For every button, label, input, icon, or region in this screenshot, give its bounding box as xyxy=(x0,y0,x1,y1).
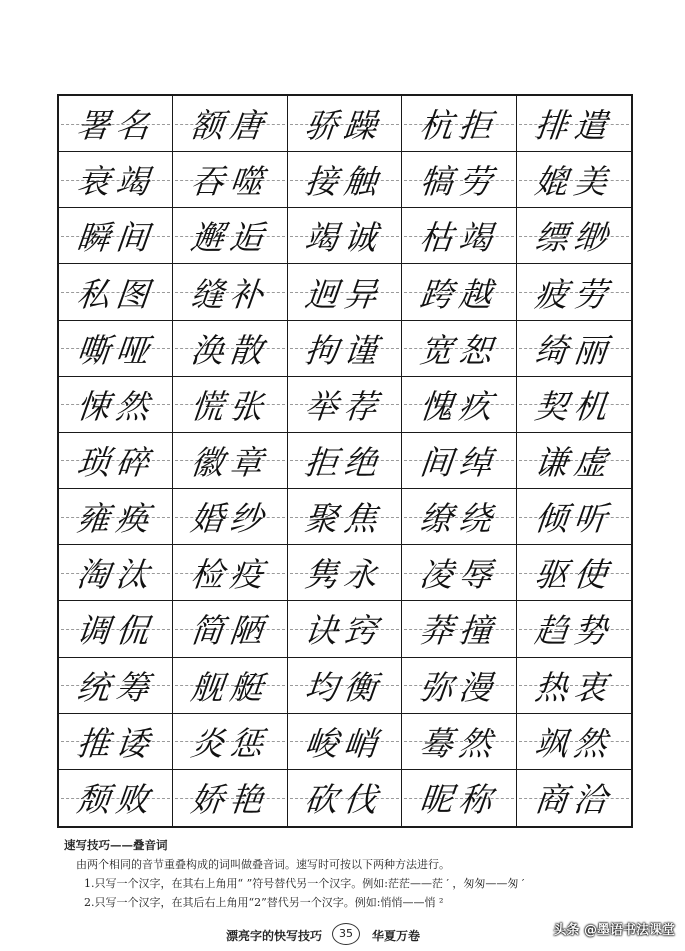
grid-cell xyxy=(517,658,631,714)
calligraphy-word: 蓦然 xyxy=(417,723,500,763)
grid-cell xyxy=(59,433,173,489)
calligraphy-word: 调侃 xyxy=(74,611,157,651)
calligraphy-word: 统筹 xyxy=(74,667,157,707)
grid-cell xyxy=(402,377,516,433)
grid-cell xyxy=(517,489,631,545)
page-number: 35 xyxy=(332,923,360,945)
grid-cell xyxy=(288,264,402,320)
grid-cell xyxy=(59,489,173,545)
calligraphy-word: 私图 xyxy=(74,274,157,314)
calligraphy-word: 热衷 xyxy=(532,667,615,707)
calligraphy-word: 跨越 xyxy=(417,274,500,314)
calligraphy-word: 莽撞 xyxy=(417,611,500,651)
calligraphy-word: 聚焦 xyxy=(303,499,386,539)
calligraphy-word: 推诿 xyxy=(74,723,157,763)
calligraphy-word: 衰竭 xyxy=(74,162,157,202)
calligraphy-word: 隽永 xyxy=(303,555,386,595)
grid-cell xyxy=(288,152,402,208)
grid-cell xyxy=(288,208,402,264)
grid-cell xyxy=(173,658,287,714)
calligraphy-word: 吞噬 xyxy=(188,162,271,202)
calligraphy-word: 契机 xyxy=(532,386,615,426)
grid-cell xyxy=(517,714,631,770)
calligraphy-word: 媲美 xyxy=(532,162,615,202)
grid-cell xyxy=(173,714,287,770)
grid-cell xyxy=(59,658,173,714)
calligraphy-word: 昵称 xyxy=(417,780,500,820)
calligraphy-word: 宽恕 xyxy=(417,330,500,370)
grid-cell xyxy=(517,264,631,320)
calligraphy-word: 绮丽 xyxy=(532,330,615,370)
calligraphy-word: 缭绕 xyxy=(417,499,500,539)
calligraphy-word: 涣散 xyxy=(188,330,271,370)
calligraphy-word: 琐碎 xyxy=(74,442,157,482)
calligraphy-word: 额唐 xyxy=(188,106,271,146)
grid-cell xyxy=(173,433,287,489)
calligraphy-word: 砍伐 xyxy=(303,780,386,820)
calligraphy-word: 邂逅 xyxy=(188,218,271,258)
calligraphy-word: 简陋 xyxy=(188,611,271,651)
calligraphy-word: 排遣 xyxy=(532,106,615,146)
calligraphy-word: 均衡 xyxy=(303,667,386,707)
grid-cell xyxy=(288,770,402,826)
tips-intro: 由两个相同的音节重叠构成的词叫做叠音词。速写时可按以下两种方法进行。 xyxy=(76,858,450,871)
calligraphy-word: 弥漫 xyxy=(417,667,500,707)
grid-cell xyxy=(288,321,402,377)
calligraphy-word: 飒然 xyxy=(532,723,615,763)
calligraphy-word: 悚然 xyxy=(74,386,157,426)
grid-cell xyxy=(402,264,516,320)
grid-cell xyxy=(173,264,287,320)
calligraphy-word: 疲劳 xyxy=(532,274,615,314)
grid-cell xyxy=(59,152,173,208)
calligraphy-word: 颓败 xyxy=(74,780,157,820)
tips-method-2: 2.只写一个汉字，在其后右上角用“2”替代另一个汉字。例如:悄悄——悄 ² xyxy=(84,896,444,909)
calligraphy-word: 徽章 xyxy=(188,442,271,482)
grid-cell xyxy=(173,321,287,377)
calligraphy-word: 舰艇 xyxy=(188,667,271,707)
calligraphy-word: 缥缈 xyxy=(532,218,615,258)
calligraphy-word: 间绰 xyxy=(417,442,500,482)
grid-cell xyxy=(402,489,516,545)
grid-cell xyxy=(288,377,402,433)
calligraphy-word: 拒绝 xyxy=(303,442,386,482)
grid-cell xyxy=(59,770,173,826)
grid-cell xyxy=(517,545,631,601)
grid-cell xyxy=(517,377,631,433)
grid-cell xyxy=(517,601,631,657)
grid-cell xyxy=(402,545,516,601)
tips-section xyxy=(64,836,664,912)
grid-cell xyxy=(59,264,173,320)
grid-cell xyxy=(402,601,516,657)
grid-cell xyxy=(59,601,173,657)
grid-cell xyxy=(59,545,173,601)
grid-cell xyxy=(402,152,516,208)
calligraphy-word: 驱使 xyxy=(532,555,615,595)
footer-publisher: 华夏万卷 xyxy=(372,929,421,943)
calligraphy-word: 缝补 xyxy=(188,274,271,314)
watermark: 头条 @墨语书法课堂 xyxy=(553,923,675,938)
grid-cell xyxy=(517,152,631,208)
footer-book-title: 漂亮字的快写技巧 xyxy=(226,929,323,943)
grid-cell xyxy=(173,152,287,208)
calligraphy-word: 诀窍 xyxy=(303,611,386,651)
grid-cell xyxy=(59,96,173,152)
grid-cell xyxy=(402,770,516,826)
grid-cell xyxy=(59,714,173,770)
calligraphy-word: 谦虚 xyxy=(532,442,615,482)
calligraphy-word: 凌辱 xyxy=(417,555,500,595)
grid-cell xyxy=(517,321,631,377)
grid-cell xyxy=(402,321,516,377)
calligraphy-word: 慌张 xyxy=(188,386,271,426)
calligraphy-word: 杭拒 xyxy=(417,106,500,146)
grid-cell xyxy=(173,545,287,601)
grid-cell xyxy=(173,770,287,826)
calligraphy-word: 骄躁 xyxy=(303,106,386,146)
grid-cell xyxy=(173,377,287,433)
calligraphy-word: 犒劳 xyxy=(417,162,500,202)
grid-cell xyxy=(173,489,287,545)
calligraphy-word: 婚纱 xyxy=(188,499,271,539)
grid-cell xyxy=(288,545,402,601)
grid-cell xyxy=(173,208,287,264)
grid-cell xyxy=(288,714,402,770)
grid-cell xyxy=(402,433,516,489)
grid-cell xyxy=(517,770,631,826)
calligraphy-word: 接触 xyxy=(303,162,386,202)
grid-cell xyxy=(59,377,173,433)
calligraphy-word: 雍痪 xyxy=(74,499,157,539)
calligraphy-word: 商洽 xyxy=(532,780,615,820)
grid-cell xyxy=(517,433,631,489)
grid-cell xyxy=(288,658,402,714)
tips-method-1: 1.只写一个汉字，在其右上角用“ ”符号替代另一个汉字。例如:茫茫——茫 ′ ，匆匆——匆 ′ xyxy=(84,877,525,890)
calligraphy-word: 愧疚 xyxy=(417,386,500,426)
grid-cell xyxy=(288,433,402,489)
calligraphy-word: 娇艳 xyxy=(188,780,271,820)
grid-cell xyxy=(517,96,631,152)
grid-cell xyxy=(173,601,287,657)
grid-cell xyxy=(59,208,173,264)
calligraphy-word: 趋势 xyxy=(532,611,615,651)
calligraphy-word: 淘汰 xyxy=(74,555,157,595)
grid-cell xyxy=(288,489,402,545)
grid-cell xyxy=(288,96,402,152)
calligraphy-word: 竭诚 xyxy=(303,218,386,258)
grid-cell xyxy=(173,96,287,152)
calligraphy-word: 迥异 xyxy=(303,274,386,314)
calligraphy-word: 倾听 xyxy=(532,499,615,539)
practice-grid xyxy=(57,94,633,828)
grid-cell xyxy=(402,208,516,264)
calligraphy-word: 枯竭 xyxy=(417,218,500,258)
grid-cell xyxy=(288,601,402,657)
calligraphy-word: 炎惩 xyxy=(188,723,271,763)
calligraphy-word: 瞬间 xyxy=(74,218,157,258)
calligraphy-word: 举荐 xyxy=(303,386,386,426)
grid-cell xyxy=(402,714,516,770)
grid-cell xyxy=(402,658,516,714)
grid-cell xyxy=(517,208,631,264)
calligraphy-word: 嘶哑 xyxy=(74,330,157,370)
calligraphy-word: 拘谨 xyxy=(303,330,386,370)
calligraphy-word: 峻峭 xyxy=(303,723,386,763)
calligraphy-word: 检疫 xyxy=(188,555,271,595)
calligraphy-word: 署名 xyxy=(74,106,157,146)
grid-cell xyxy=(59,321,173,377)
tips-title: 速写技巧——叠音词 xyxy=(64,838,168,852)
grid-cell xyxy=(402,96,516,152)
